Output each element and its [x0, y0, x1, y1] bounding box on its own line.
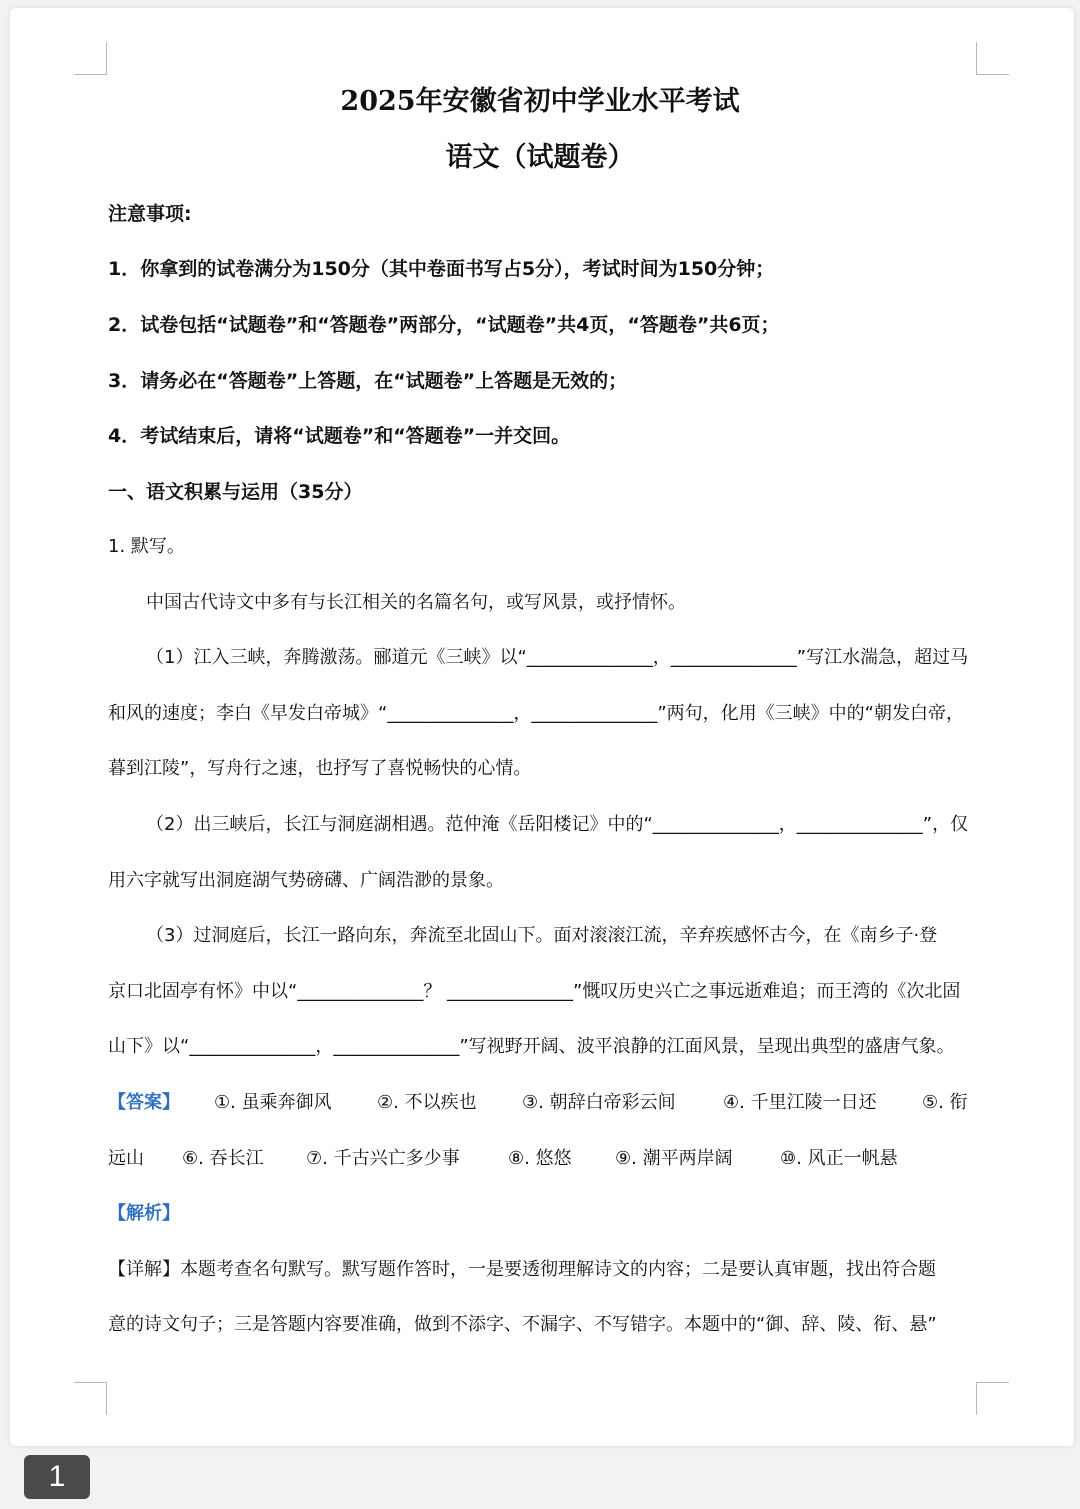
exam-subtitle: 语文（试题卷） — [445, 142, 635, 173]
exam-title: 2025年安徽省初中学业水平考试 — [340, 86, 740, 117]
crop-mark-top-left — [74, 42, 107, 75]
analysis-line-1: 【详解】本题考查名句默写。默写题作答时，一是要透彻理解诗文的内容；二是要认真审题，找出符合题 — [108, 1259, 936, 1280]
answer-item: ③. 朝辞白帝彩云间 — [522, 1092, 676, 1113]
part-1-line-2: 和风的速度；李白《早发白帝城》“______________，______________”两句，化用《三峡》中的“朝发白帝， — [108, 703, 964, 724]
notice-heading: 注意事项: — [108, 203, 192, 225]
answer-item: ⑩. 风正一帆悬 — [780, 1148, 898, 1169]
part-1-line-3: 暮到江陵”，写舟行之速，也抒写了喜悦畅快的心情。 — [108, 758, 532, 779]
notice-item-1: 1．你拿到的试卷满分为150分（其中卷面书写占5分），考试时间为150分钟； — [108, 258, 775, 280]
answer-item: ①. 虽乘奔御风 — [214, 1092, 332, 1113]
answer-item: ⑨. 潮平两岸阔 — [615, 1148, 733, 1169]
analysis-tag: 【解析】 — [108, 1203, 180, 1224]
question-intro: 中国古代诗文中多有与长江相关的名篇名句，或写风景，或抒情怀。 — [146, 592, 686, 613]
answer-item: ⑧. 悠悠 — [508, 1148, 572, 1169]
answer-item: ②. 不以疾也 — [377, 1092, 477, 1113]
notice-item-2: 2．试卷包括“试题卷”和“答题卷”两部分，“试题卷”共4页，“答题卷”共6页； — [108, 314, 780, 336]
answer-item: ④. 千里江陵一日还 — [723, 1092, 877, 1113]
question-1-label: 1. 默写。 — [108, 536, 185, 557]
part-2-line-1: （2）出三峡后，长江与洞庭湖相遇。范仲淹《岳阳楼记》中的“______________，______________”，仅 — [146, 814, 969, 835]
answer-item: ⑦. 千古兴亡多少事 — [306, 1148, 460, 1169]
part-2-line-2: 用六字就写出洞庭湖气势磅礴、广阔浩渺的景象。 — [108, 870, 504, 891]
answer-item: 远山 — [108, 1148, 144, 1169]
section-heading: 一、语文积累与运用（35分） — [108, 481, 363, 503]
answer-tag: 【答案】 — [108, 1092, 180, 1113]
part-3-line-3: 山下》以“______________，______________”写视野开阔、波平浪静的江面风景，呈现出典型的盛唐气象。 — [108, 1036, 955, 1057]
answer-item: ⑤. 衔 — [922, 1092, 968, 1113]
notice-item-3: 3．请务必在“答题卷”上答题，在“试题卷”上答题是无效的； — [108, 370, 628, 392]
crop-mark-bottom-right — [976, 1382, 1009, 1415]
part-1-line-1: （1）江入三峡，奔腾激荡。郦道元《三峡》以“______________，______________”写江水湍急，超过马 — [146, 647, 969, 668]
part-3-line-2: 京口北固亭有怀》中以“______________？ ______________”慨叹历史兴亡之事远逝难追；而王湾的《次北固 — [108, 981, 961, 1002]
part-3-line-1: （3）过洞庭后，长江一路向东，奔流至北固山下。面对滚滚江流，辛弃疾感怀古今，在《南乡子·登 — [146, 925, 938, 946]
notice-item-4: 4．考试结束后，请将“试题卷”和“答题卷”一并交回。 — [108, 425, 571, 447]
crop-mark-bottom-left — [74, 1382, 107, 1415]
analysis-line-2: 意的诗文句子；三是答题内容要准确，做到不添字、不漏字、不写错字。本题中的“御、辞、陵、衔、悬” — [108, 1314, 937, 1335]
page-number-badge[interactable]: 1 — [24, 1455, 90, 1499]
answer-item: ⑥. 吞长江 — [182, 1148, 264, 1169]
crop-mark-top-right — [976, 42, 1009, 75]
